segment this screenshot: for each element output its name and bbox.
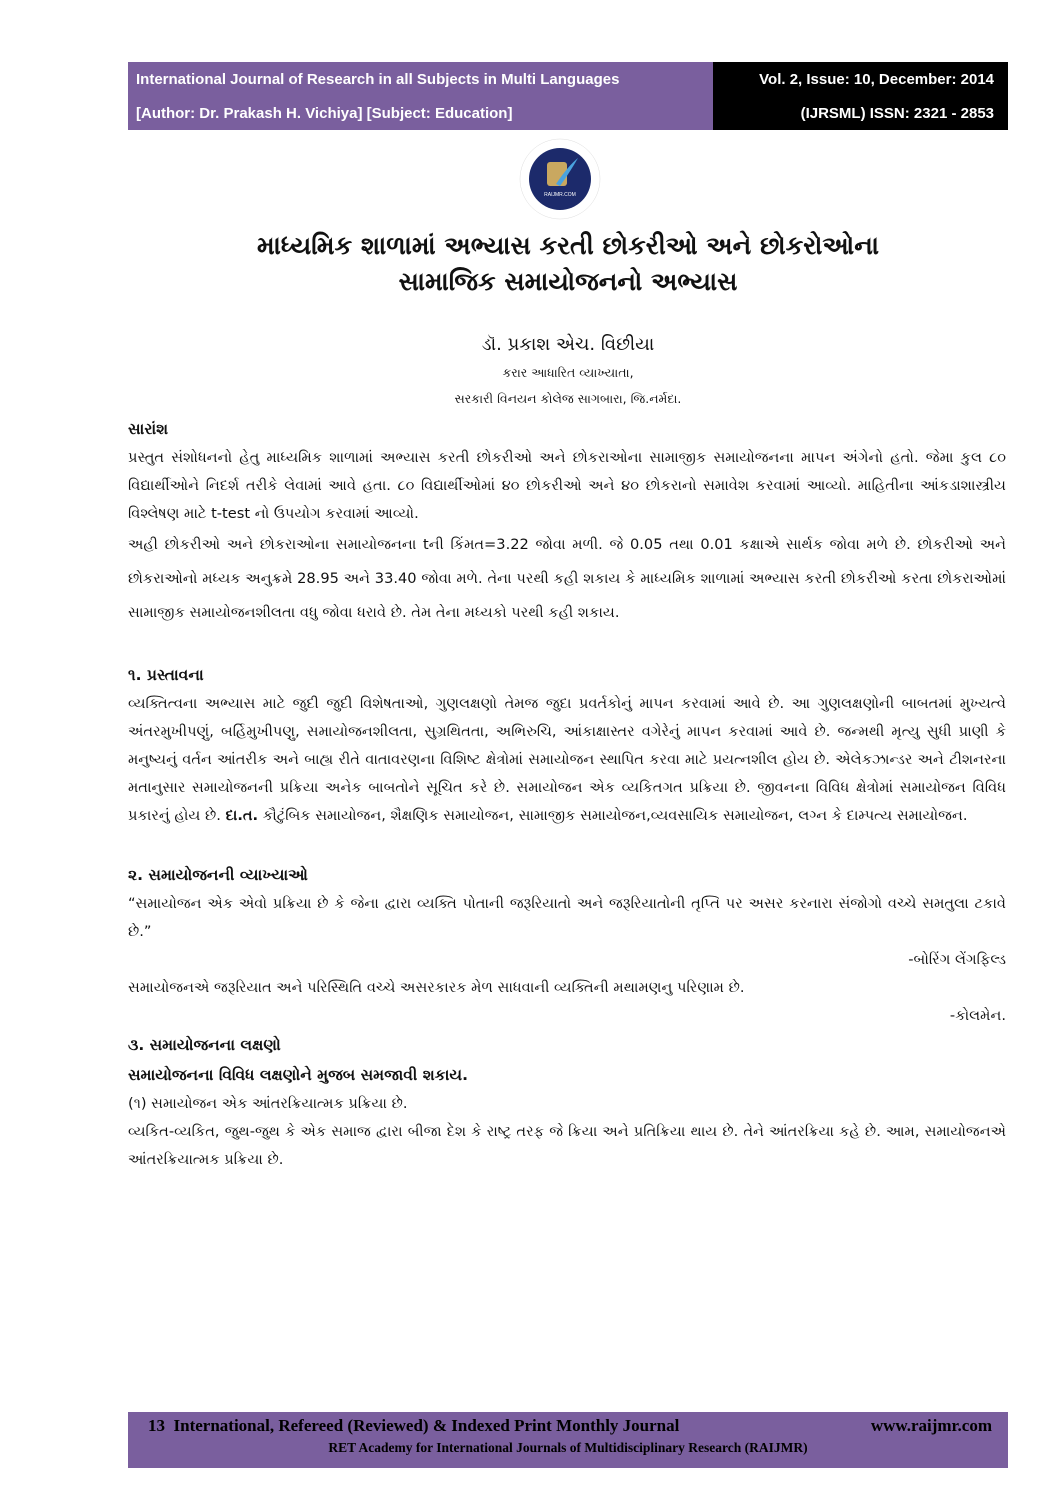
website-link[interactable]: www.raijmr.com [870, 1416, 992, 1435]
title-line-1: માધ્યમિક શાળામાં અભ્યાસ કરતી છોકરીઓ અને છોકરોઓના [257, 231, 879, 260]
paper-body [128, 414, 1006, 1174]
section-1-paragraph [128, 690, 1006, 830]
section-3-heading: ૩. સમાયોજનના લક્ષણો [128, 1036, 281, 1054]
example-label: દા.ત. [225, 807, 259, 824]
author-name: ડૉ. પ્રકાશ એચ. વિછીયા [481, 334, 655, 355]
author-designation: કરાર આધારિત વ્યાખ્યાતા, [502, 365, 634, 380]
header-right-band [713, 62, 1008, 130]
header-left-band [128, 62, 713, 130]
definition-quote-1: “સમાયોજન એક એવો પ્રક્રિયા છે કે જેના દ્વારા વ્યક્તિ પોતાની જરૂરિયાતો અને જરૂરિયાતોની તૃપ્તિ પર અસર કરનારા સંજોગો વચ્ચે સમતુલા ટકાવે છે.” [128, 895, 1006, 940]
attribution-1: -બોરિંગ લેંગફિલ્ડ [908, 951, 1006, 968]
issn: (IJRSML) ISSN: 2321 - 2853 [800, 104, 994, 122]
volume-issue: Vol. 2, Issue: 10, December: 2014 [759, 70, 994, 88]
author-subject: [Author: Dr. Prakash H. Vichiya] [Subject: Education] [136, 104, 513, 122]
section-1-heading: ૧. પ્રસ્તાવના [128, 666, 204, 684]
abstract-heading: સારાંશ [128, 420, 169, 438]
journal-name: International Journal of Research in all Subjects in Multi Languages [136, 70, 620, 88]
journal-header [128, 62, 1008, 130]
author-institution: સરકારી વિનયન કોલેજ સાગબારા, જિ.નર્મદા. [454, 391, 682, 406]
academy-name: RET Academy for International Journals of Multidisciplinary Research (RAIJMR) [328, 1440, 808, 1455]
section-1-text-after: કૌટુંબિક સમાયોજન, શૈક્ષણિક સમાયોજન, સામાજીક સમાયોજન,વ્યવસાયિક સમાયોજન, લગ્ન કે દામ્પત્ય સમાયોજન. [258, 807, 968, 824]
section-1-text-before: વ્યક્તિત્વના અભ્યાસ માટે જુદી જુદી વિશેષતાઓ, ગુણલક્ષણો તેમજ જુદા પ્રવર્તકોનું માપન કરવામાં આવે છે. આ ગુણલક્ષણોની બાબતમાં મુખ્યત્વે અંતરમુખીપણું, બર્હિમુખીપણુ, સમાયોજનશીલતા, સુગ્રથિતતા, અભિરુચિ, આંકાક્ષાસ્તર વગેરેનું માપન કરવામાં આવે છે. જન્મથી મૃત્યુ સુધી પ્રાણી કે મનુષ્યનું વર્તન આંતરીક અને બાહ્ય રીતે વાતાવરણના વિશિષ્ટ ક્ષેત્રોમાં સમાયોજન સ્થાપિત કરવા માટે પ્રયત્નશીલ હોય છે. એલેકઝાન્ડર અને ટીશનરના મતાનુસાર સમાયોજનની પ્રક્રિયા અનેક બાબતોને સૂચિત કરે છે. સમાયોજન એક વ્યકિતગત પ્રક્રિયા છે. જીવનના વિવિધ ક્ષેત્રોમાં સમાયોજન વિવિધ પ્રકારનું હોય છે. [128, 695, 1006, 824]
abstract-paragraph-a: પ્રસ્તુત સંશોધનનો હેતુ માધ્યમિક શાળામાં અભ્યાસ કરતી છોકરીઓ અને છોકરાઓના સામાજીક સમાયોજનના માપન અંગેનો હતો. જેમા કુલ ૮૦ વિદ્યાર્થીઓને નિદર્શ તરીકે લેવામાં આવે હતા. ૮૦ વિદ્યાર્થીઓમાં ૪૦ છોકરીઓ અને ૪૦ છોકરાનો સમાવેશ કરવામાં આવ્યો. માહિતીના આંકડાશાસ્ત્રીય વિશ્લેષણ માટે t-test નો ઉપયોગ કરવામાં આવ્યો. [128, 449, 1006, 522]
journal-type: International, Refereed (Reviewed) & Indexed Print Monthly Journal [173, 1416, 680, 1435]
title-line-2: સામાજિક સમાયોજનનો અભ્યાસ [398, 267, 738, 296]
journal-footer [128, 1412, 1008, 1468]
author-affiliation [128, 360, 1008, 412]
section-3-item-1: (૧) સમાયોજન એક આંતરક્રિયાત્મક પ્રક્રિયા છે. [128, 1095, 408, 1112]
footer-left [148, 1416, 679, 1436]
page-number: 13 [148, 1416, 165, 1435]
journal-logo [512, 136, 608, 222]
section-3-subheading: સમાયોજનના વિવિધ લક્ષણોને મુજબ સમજાવી શકાય. [128, 1066, 469, 1084]
abstract-paragraph-b: અહી છોકરીઓ અને છોકરાઓના સમાયોજનના tની કિંમત=3.22 જોવા મળી. જે 0.05 તથા 0.01 કક્ષાએ સાર્થક જોવા મળે છે. છોકરીઓ અને છોકરાઓનો મધ્યક અનુક્રમે 28.95 અને 33.40 જોવા મળે. તેના પરથી કહી શકાય કે માધ્યમિક શાળામાં અભ્યાસ કરતી છોકરીઓ કરતા છોકરાઓમાં સામાજીક સમાયોજનશીલતા વધુ જોવા ધરાવે છે. તેમ તેના મધ્યકો પરથી કહી શકાય. [128, 536, 1006, 621]
section-2-heading: ૨. સમાયોજનની વ્યાખ્યાઓ [128, 866, 308, 884]
attribution-2: -કોલમેન. [949, 1007, 1006, 1024]
paper-title [128, 228, 1008, 300]
logo-center-text: RAIJMR.COM [544, 192, 576, 198]
section-3-item-1-text: વ્યકિત-વ્યકિત, જુથ-જુથ કે એક સમાજ દ્વારા બીજા દેશ કે રાષ્ટ્ર તરફ જે ક્રિયા અને પ્રતિક્રિયા થાય છે. તેને આંતરક્રિયા કહે છે. આમ, સમાયોજનએ આંતરક્રિયાત્મક પ્રક્રિયા છે. [128, 1123, 1006, 1168]
definition-quote-2: સમાયોજનએ જરૂરિયાત અને પરિસ્થિતિ વચ્ચે અસરકારક મેળ સાધવાની વ્યક્તિની મથામણનુ પરિણામ છે. [128, 979, 745, 996]
